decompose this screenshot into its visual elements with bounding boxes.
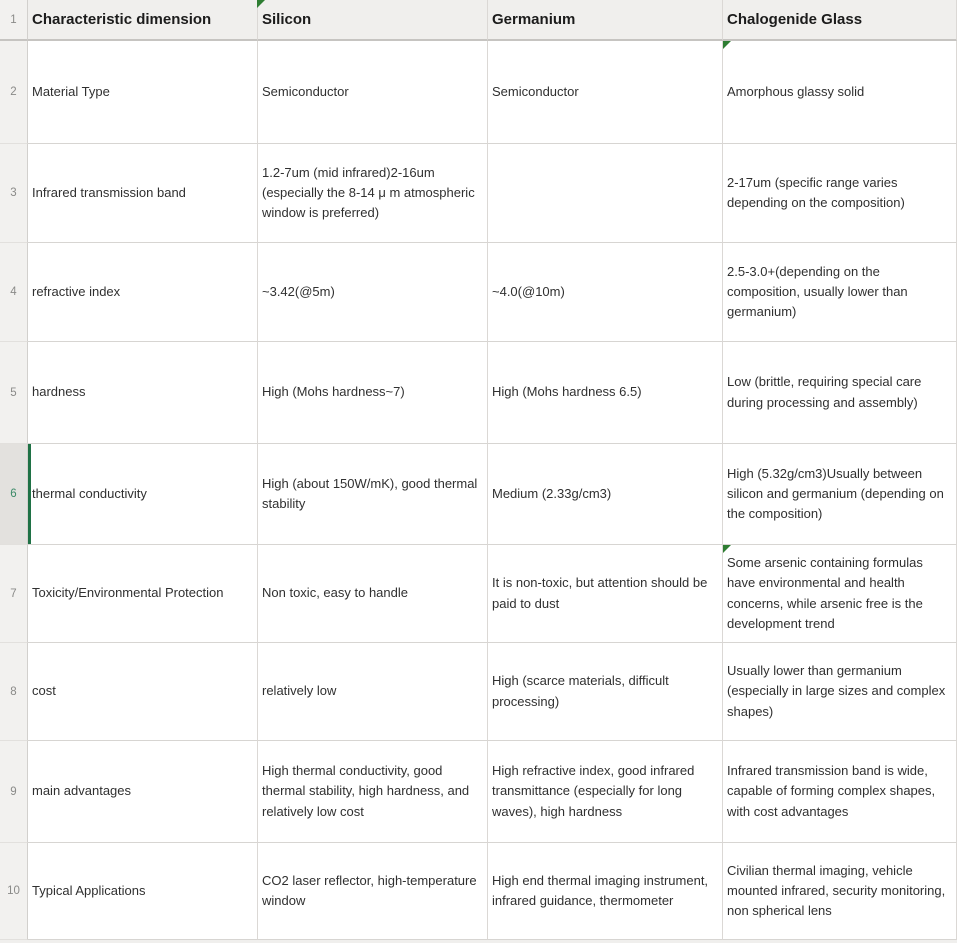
cell-d6[interactable] (723, 444, 957, 545)
cell-c7[interactable] (488, 545, 723, 643)
cell-text: 2.5-3.0+(depending on the composition, usually lower than germanium) (727, 263, 908, 320)
comment-flag-icon (723, 41, 731, 49)
cell-text: Amorphous glassy solid (727, 83, 865, 99)
cell-a3[interactable] (28, 144, 258, 243)
cell-b5[interactable] (258, 342, 488, 444)
cell-a5[interactable] (28, 342, 258, 444)
cell-text: ~3.42(@5m) (262, 283, 335, 299)
row-number-8[interactable]: 8 (0, 643, 28, 741)
cell-text: thermal conductivity (32, 485, 147, 501)
row-number-2[interactable]: 2 (0, 41, 28, 144)
row-number-1[interactable]: 1 (0, 0, 28, 41)
cell-b9[interactable] (258, 741, 488, 843)
cell-b6[interactable] (258, 444, 488, 545)
row-number-9[interactable]: 9 (0, 741, 28, 843)
header-characteristic-dimension[interactable] (28, 0, 258, 41)
row-number-6[interactable]: 6 (0, 444, 28, 545)
cell-text: refractive index (32, 283, 121, 299)
cell-text: High (Mohs hardness~7) (262, 384, 405, 400)
cell-text: High thermal conductivity, good thermal stability, high hardness, and relatively low cost (262, 763, 470, 819)
cell-a6-selected[interactable] (28, 444, 258, 545)
comment-flag-icon (257, 0, 265, 8)
cell-d5[interactable] (723, 342, 957, 444)
cell-text: 2-17um (specific range varies depending on the composition) (727, 174, 905, 210)
header-chalogenide-glass[interactable] (723, 0, 957, 41)
header-germanium[interactable] (488, 0, 723, 41)
cell-a8[interactable] (28, 643, 258, 741)
cell-text: Medium (2.33g/cm3) (492, 485, 612, 501)
cell-text: High (5.32g/cm3)Usually between silicon and germanium (depending on the composition) (727, 465, 944, 522)
cell-b4[interactable] (258, 243, 488, 342)
cell-c10[interactable] (488, 843, 723, 940)
header-silicon[interactable] (258, 0, 488, 41)
row-number-5[interactable]: 5 (0, 342, 28, 444)
cell-text: Material Type (32, 83, 110, 99)
cell-a2[interactable] (28, 41, 258, 144)
cell-text: 1.2-7um (mid infrared)2-16um (especially the 8-14 μ m atmospheric window is preferred) (262, 164, 475, 221)
cell-d2[interactable] (723, 41, 957, 144)
cell-c2[interactable] (488, 41, 723, 144)
cell-b7[interactable] (258, 545, 488, 643)
cell-text: ~4.0(@10m) (492, 283, 565, 299)
cell-b8[interactable] (258, 643, 488, 741)
row-number-7[interactable]: 7 (0, 545, 28, 643)
cell-c8[interactable] (488, 643, 723, 741)
cell-c9[interactable] (488, 741, 723, 843)
cell-b3[interactable] (258, 144, 488, 243)
cell-text: main advantages (32, 783, 132, 799)
cell-text: Semiconductor (492, 83, 579, 99)
cell-a9[interactable] (28, 741, 258, 843)
cell-b10[interactable] (258, 843, 488, 940)
header-label: Germanium (492, 10, 576, 28)
cell-text: High end thermal imaging instrument, infrared guidance, thermometer (492, 872, 709, 908)
cell-text: Civilian thermal imaging, vehicle mounted infrared, security monitoring, non spherical lens (727, 862, 946, 919)
cell-d9[interactable] (723, 741, 957, 843)
cell-c4[interactable] (488, 243, 723, 342)
cell-text: High (about 150W/mK), good thermal stability (262, 475, 478, 511)
cell-c5[interactable] (488, 342, 723, 444)
cell-text: It is non-toxic, but attention should be paid to dust (492, 575, 708, 611)
row-number-10[interactable]: 10 (0, 843, 28, 940)
cell-a7[interactable] (28, 545, 258, 643)
cell-text: CO2 laser reflector, high-temperature window (262, 872, 477, 908)
cell-text: Infrared transmission band is wide, capable of forming complex shapes, with cost advantages (727, 763, 936, 819)
cell-text: Semiconductor (262, 83, 349, 99)
cell-c6[interactable] (488, 444, 723, 545)
cell-text: Toxicity/Environmental Protection (32, 585, 224, 601)
cell-text: Non toxic, easy to handle (262, 585, 408, 601)
cell-a4[interactable] (28, 243, 258, 342)
cell-text: High refractive index, good infrared transmittance (especially for long waves), high hardness (492, 763, 695, 819)
cell-text: High (scarce materials, difficult processing) (492, 673, 669, 709)
cell-d10[interactable] (723, 843, 957, 940)
cell-d8[interactable] (723, 643, 957, 741)
cell-b2[interactable] (258, 41, 488, 144)
cell-text: relatively low (262, 683, 337, 699)
cell-d4[interactable] (723, 243, 957, 342)
header-label: Chalogenide Glass (727, 10, 863, 28)
cell-text: Typical Applications (32, 882, 146, 898)
cell-text: Usually lower than germanium (especially in large sizes and complex shapes) (727, 663, 946, 719)
cell-text: Some arsenic containing formulas have environmental and health concerns, while arsenic free is the development trend (727, 555, 923, 631)
cell-text: High (Mohs hardness 6.5) (492, 384, 642, 400)
row-number-3[interactable]: 3 (0, 144, 28, 243)
cell-d3[interactable] (723, 144, 957, 243)
cell-text: cost (32, 683, 56, 699)
cell-text: Infrared transmission band (32, 184, 186, 200)
cell-a10[interactable] (28, 843, 258, 940)
cell-text: Low (brittle, requiring special care during processing and assembly) (727, 374, 922, 410)
cell-c3[interactable] (488, 144, 723, 243)
row-number-4[interactable]: 4 (0, 243, 28, 342)
cell-d7[interactable] (723, 545, 957, 643)
comment-flag-icon (723, 545, 731, 553)
header-label: Silicon (262, 10, 312, 28)
header-label: Characteristic dimension (32, 10, 212, 28)
cell-text: hardness (32, 384, 86, 400)
